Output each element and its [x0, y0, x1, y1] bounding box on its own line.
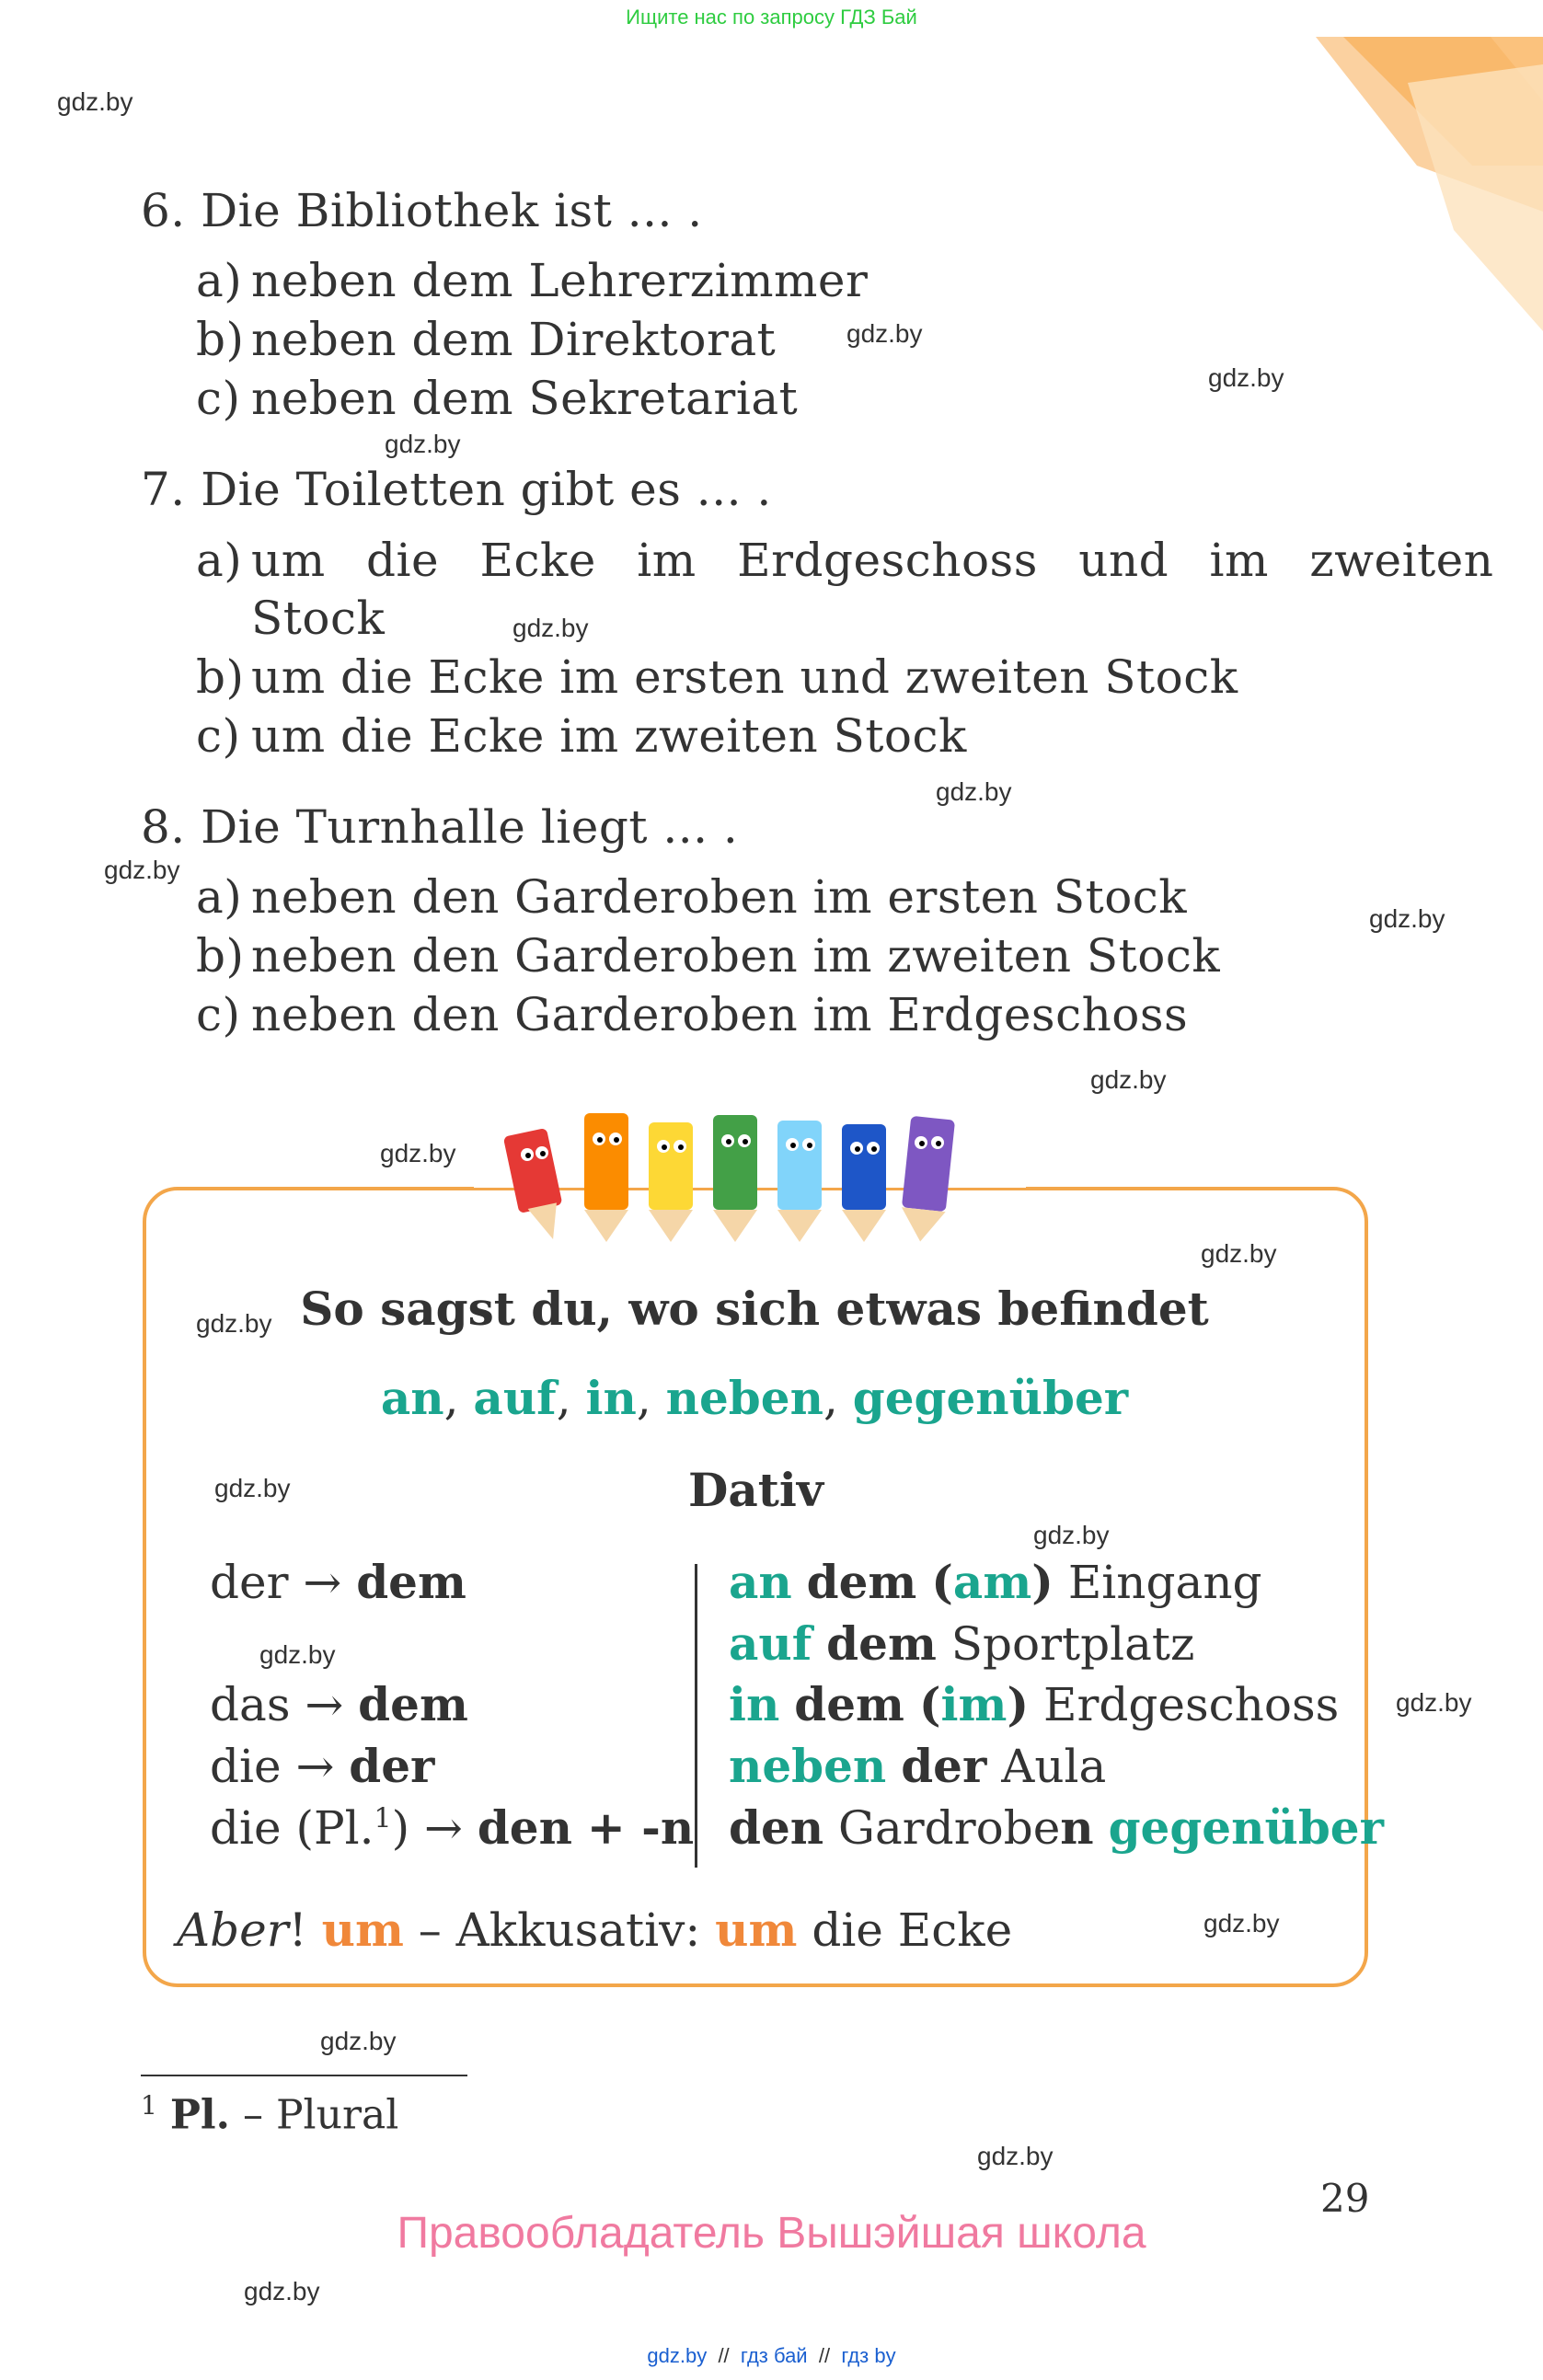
article-from: das	[210, 1678, 291, 1731]
option-6b	[196, 313, 776, 366]
copyright-notice: Правообладатель Вышэйшая школа	[397, 2209, 1146, 2258]
article-note: (Pl.	[295, 1801, 374, 1855]
article-to: der	[349, 1739, 435, 1793]
grammar-title: So sagst du, wo sich etwas befindet	[300, 1282, 1209, 1336]
article-from: die	[210, 1740, 282, 1793]
article-row: die → der	[210, 1739, 435, 1793]
option-label: c)	[196, 709, 241, 763]
article-to: dem	[358, 1677, 468, 1731]
footnote-rule	[141, 2075, 467, 2076]
watermark: gdz.by	[1201, 1239, 1277, 1268]
example-noun: Eingang	[1067, 1556, 1262, 1609]
note-prep2: um	[715, 1903, 798, 1957]
option-8c	[196, 988, 1188, 1041]
article-note-close: )	[391, 1801, 410, 1855]
watermark: gdz.by	[320, 2027, 397, 2055]
footnote-number: 1	[141, 2090, 157, 2121]
option-label: a)	[196, 534, 243, 587]
example-prep: an	[729, 1555, 792, 1609]
watermark: gdz.by	[57, 87, 133, 116]
note-aber: Aber	[177, 1903, 289, 1957]
article-row: der → dem	[210, 1555, 466, 1609]
preposition-list: an, auf, in, neben, gegenüber	[380, 1371, 1129, 1425]
footer-links: gdz.by // гдз бай // гдз by	[647, 2344, 896, 2367]
note-prep: um	[321, 1903, 404, 1957]
example-prep: gegenüber	[1108, 1800, 1384, 1855]
article-to: den	[477, 1800, 572, 1855]
option-text: neben dem Direktorat	[251, 313, 777, 366]
option-label: b)	[196, 313, 245, 366]
example-noun: Aula	[1001, 1740, 1107, 1793]
option-7a	[196, 534, 1493, 587]
watermark: gdz.by	[936, 777, 1012, 806]
option-text: neben dem Sekretariat	[251, 372, 799, 425]
option-label: c)	[196, 988, 241, 1041]
corner-decoration	[1288, 28, 1543, 331]
watermark: gdz.by	[1033, 1521, 1110, 1549]
watermark: gdz.by	[1203, 1909, 1280, 1937]
watermark: gdz.by	[1369, 904, 1445, 933]
example-row: in dem (im) Erdgeschoss	[729, 1677, 1340, 1731]
footer-link[interactable]: гдз by	[841, 2344, 896, 2367]
watermark: gdz.by	[1208, 363, 1284, 392]
example-prep: in	[729, 1677, 780, 1731]
option-8a	[196, 870, 1187, 924]
watermark: gdz.by	[846, 319, 923, 348]
example-article: den	[729, 1800, 824, 1855]
article-row: die (Pl.$^1$) → den + -n	[210, 1800, 695, 1855]
example-row	[729, 1616, 1194, 1671]
preposition: in	[585, 1371, 637, 1425]
pencils-illustration	[474, 1104, 1026, 1251]
option-text: neben den Garderoben im ersten Stock	[251, 870, 1188, 924]
note-tail: die Ecke	[812, 1903, 1013, 1957]
example-article: dem	[794, 1677, 904, 1731]
note-excl: !	[288, 1903, 307, 1957]
pencil-lightblue-icon	[777, 1121, 822, 1242]
option-6c	[196, 372, 798, 425]
option-label: b)	[196, 929, 245, 983]
example-article: der	[901, 1739, 987, 1793]
footnote-abbr: Pl.	[169, 2091, 230, 2139]
example-contraction: im	[940, 1677, 1008, 1731]
footer-link[interactable]: гдз бай	[740, 2344, 808, 2367]
top-banner[interactable]: Ищите нас по запросу ГДЗ Бай	[626, 6, 917, 29]
pencil-blue-icon	[842, 1124, 886, 1242]
article-row: das → dem	[210, 1677, 468, 1731]
case-heading: Dativ	[688, 1463, 823, 1517]
pencil-yellow-icon	[649, 1122, 693, 1242]
option-7c	[196, 709, 967, 763]
option-text: um die Ecke im zweiten Stock	[251, 709, 967, 763]
option-label: a)	[196, 254, 243, 307]
watermark: gdz.by	[1090, 1065, 1167, 1094]
watermark: gdz.by	[380, 1139, 456, 1167]
example-noun-ending: n	[1060, 1800, 1094, 1855]
option-text: neben den Garderoben im Erdgeschoss	[251, 988, 1189, 1041]
footnote	[141, 2090, 398, 2139]
option-label: c)	[196, 372, 241, 425]
column-divider	[695, 1564, 697, 1868]
article-suffix: + -n	[586, 1800, 695, 1855]
example-contraction: am	[952, 1555, 1032, 1609]
akkusativ-note	[177, 1903, 1012, 1957]
footer-link[interactable]: gdz.by	[647, 2344, 708, 2367]
example-noun: Gardrobe	[838, 1801, 1061, 1855]
option-text: um die Ecke im Erdgeschoss und im zweiten	[251, 534, 1494, 587]
footnote-ref: 1	[374, 1802, 392, 1835]
question-8: 8. Die Turnhalle liegt ... .	[141, 800, 739, 854]
option-7b	[196, 650, 1238, 704]
watermark: gdz.by	[244, 2277, 320, 2305]
article-from: die	[210, 1801, 282, 1855]
option-text: neben dem Lehrerzimmer	[251, 254, 869, 307]
watermark: gdz.by	[259, 1640, 336, 1669]
article-to: dem	[356, 1555, 466, 1609]
page-number: 29	[1320, 2176, 1370, 2221]
question-6: 6. Die Bibliothek ist ... .	[141, 184, 703, 237]
example-noun: Erdgeschoss	[1043, 1678, 1340, 1731]
preposition: neben	[665, 1371, 823, 1425]
example-noun: Sportplatz	[950, 1617, 1195, 1671]
article-from: der	[210, 1556, 289, 1609]
example-row	[729, 1800, 1384, 1855]
watermark: gdz.by	[512, 614, 589, 642]
example-row: an dem (am) Eingang	[729, 1555, 1262, 1609]
option-7a-continued: Stock	[251, 592, 386, 645]
example-row	[729, 1739, 1106, 1793]
corner-shape-pale	[1408, 64, 1543, 331]
example-prep: auf	[729, 1616, 812, 1671]
question-7: 7. Die Toiletten gibt es ... .	[141, 463, 772, 516]
option-8b	[196, 929, 1220, 983]
footnote-text: – Plural	[242, 2091, 399, 2139]
watermark: gdz.by	[385, 430, 461, 458]
option-text: neben den Garderoben im zweiten Stock	[251, 929, 1221, 983]
pencil-green-icon	[713, 1115, 757, 1242]
watermark: gdz.by	[196, 1309, 272, 1338]
example-prep: neben	[729, 1739, 887, 1793]
example-article: dem	[826, 1616, 937, 1671]
option-label: b)	[196, 650, 245, 704]
pencil-purple-icon	[898, 1116, 955, 1244]
watermark: gdz.by	[104, 856, 180, 884]
note-dash: – Akkusativ:	[418, 1903, 701, 1957]
option-6a	[196, 254, 868, 307]
preposition: auf	[473, 1371, 557, 1425]
option-text: um die Ecke im ersten und zweiten Stock	[251, 650, 1238, 704]
watermark: gdz.by	[1396, 1688, 1472, 1717]
pencil-orange-icon	[584, 1113, 628, 1242]
example-article: dem	[806, 1555, 917, 1609]
option-label: a)	[196, 870, 243, 924]
preposition: an	[380, 1371, 444, 1425]
watermark: gdz.by	[977, 2142, 1054, 2170]
watermark: gdz.by	[214, 1474, 291, 1502]
preposition: gegenüber	[852, 1371, 1129, 1425]
